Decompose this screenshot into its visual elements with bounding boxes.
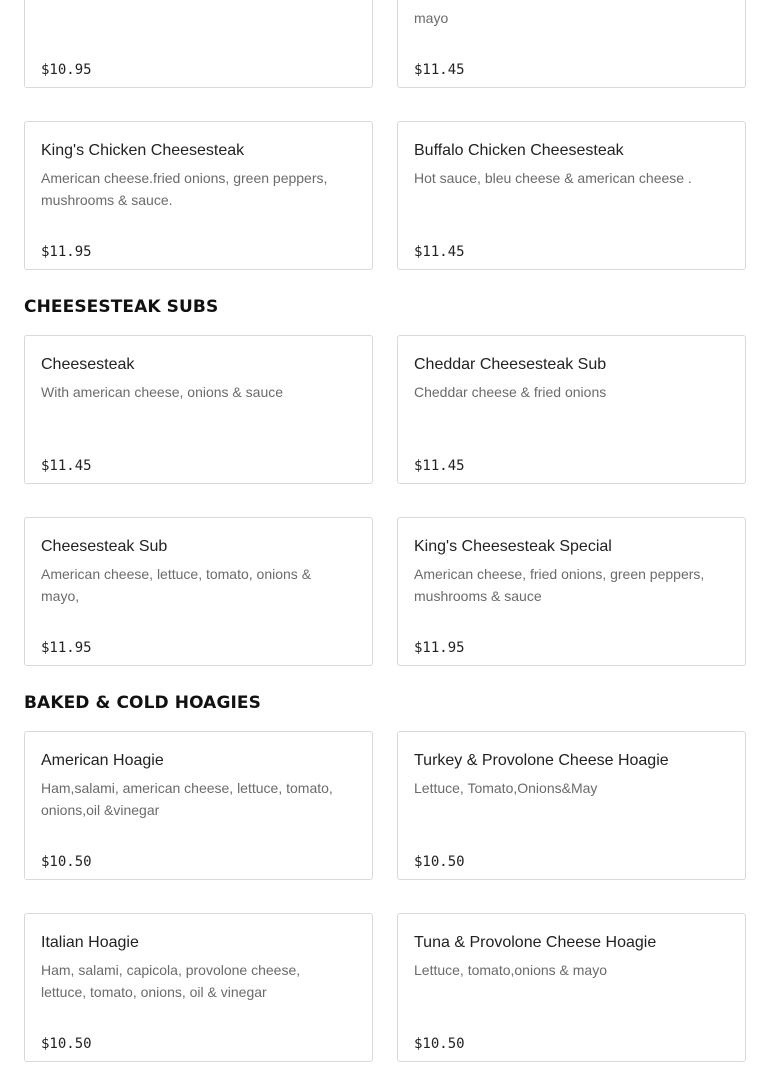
menu-item-card[interactable] xyxy=(397,0,746,88)
menu-item-card[interactable] xyxy=(24,517,373,666)
menu-item-card[interactable] xyxy=(24,335,373,484)
item-price: $10.50 xyxy=(41,1036,92,1052)
item-name: Turkey & Provolone Cheese Hoagie xyxy=(414,752,669,769)
item-price: $11.45 xyxy=(414,458,465,474)
item-description: Ham, salami, capicola, provolone cheese, lettuce, tomato, onions, oil & vinegar xyxy=(41,962,301,1000)
item-price: $10.50 xyxy=(414,1036,465,1052)
item-name: Cheddar Cheesesteak Sub xyxy=(414,356,607,373)
item-name: Buffalo Chicken Cheesesteak xyxy=(414,142,624,159)
item-description: American cheese, lettuce, tomato, onions & mayo, xyxy=(41,566,312,604)
item-price: $10.95 xyxy=(41,62,92,78)
item-name: Tuna & Provolone Cheese Hoagie xyxy=(414,934,657,951)
section-title-baked-cold-hoagies: BAKED & COLD HOAGIES xyxy=(24,693,261,713)
item-description: American cheese.fried onions, green peppers, mushrooms & sauce. xyxy=(41,170,328,208)
item-price: $11.45 xyxy=(414,244,465,260)
item-description: With american cheese, onions & sauce xyxy=(41,384,284,400)
menu-item-card[interactable] xyxy=(24,0,373,88)
item-price: $11.45 xyxy=(414,62,465,78)
item-name: King's Chicken Cheesesteak xyxy=(41,142,245,159)
section-title-cheesesteak-subs: CHEESESTEAK SUBS xyxy=(24,297,219,317)
menu-item-card[interactable] xyxy=(397,913,746,1062)
item-name: Cheesesteak Sub xyxy=(41,538,168,555)
item-description: Hot sauce, bleu cheese & american cheese . xyxy=(414,170,692,186)
item-price: $11.95 xyxy=(414,640,465,656)
menu-item-card[interactable] xyxy=(24,913,373,1062)
item-description: Cheddar cheese & fried onions xyxy=(414,384,607,400)
item-price: $10.50 xyxy=(41,854,92,870)
item-price: $11.95 xyxy=(41,640,92,656)
item-price: $11.45 xyxy=(41,458,92,474)
item-name: Cheesesteak xyxy=(41,356,135,373)
item-description: mayo xyxy=(414,10,449,26)
item-name: American Hoagie xyxy=(41,752,164,769)
item-description: Lettuce, tomato,onions & mayo xyxy=(414,962,607,978)
menu-item-card[interactable] xyxy=(24,731,373,880)
menu-item-card[interactable] xyxy=(397,517,746,666)
item-name: King's Cheesesteak Special xyxy=(414,538,612,555)
item-price: $10.50 xyxy=(414,854,465,870)
menu-item-card[interactable] xyxy=(397,335,746,484)
item-name: Italian Hoagie xyxy=(41,934,139,951)
item-price: $11.95 xyxy=(41,244,92,260)
menu-item-card[interactable] xyxy=(24,121,373,270)
menu-item-card[interactable] xyxy=(397,121,746,270)
menu-item-card[interactable] xyxy=(397,731,746,880)
item-description: American cheese, fried onions, green peppers, mushrooms & sauce xyxy=(414,566,705,604)
item-description: Ham,salami, american cheese, lettuce, tomato, onions,oil &vinegar xyxy=(41,780,333,818)
item-description: Lettuce, Tomato,Onions&May xyxy=(414,780,598,796)
